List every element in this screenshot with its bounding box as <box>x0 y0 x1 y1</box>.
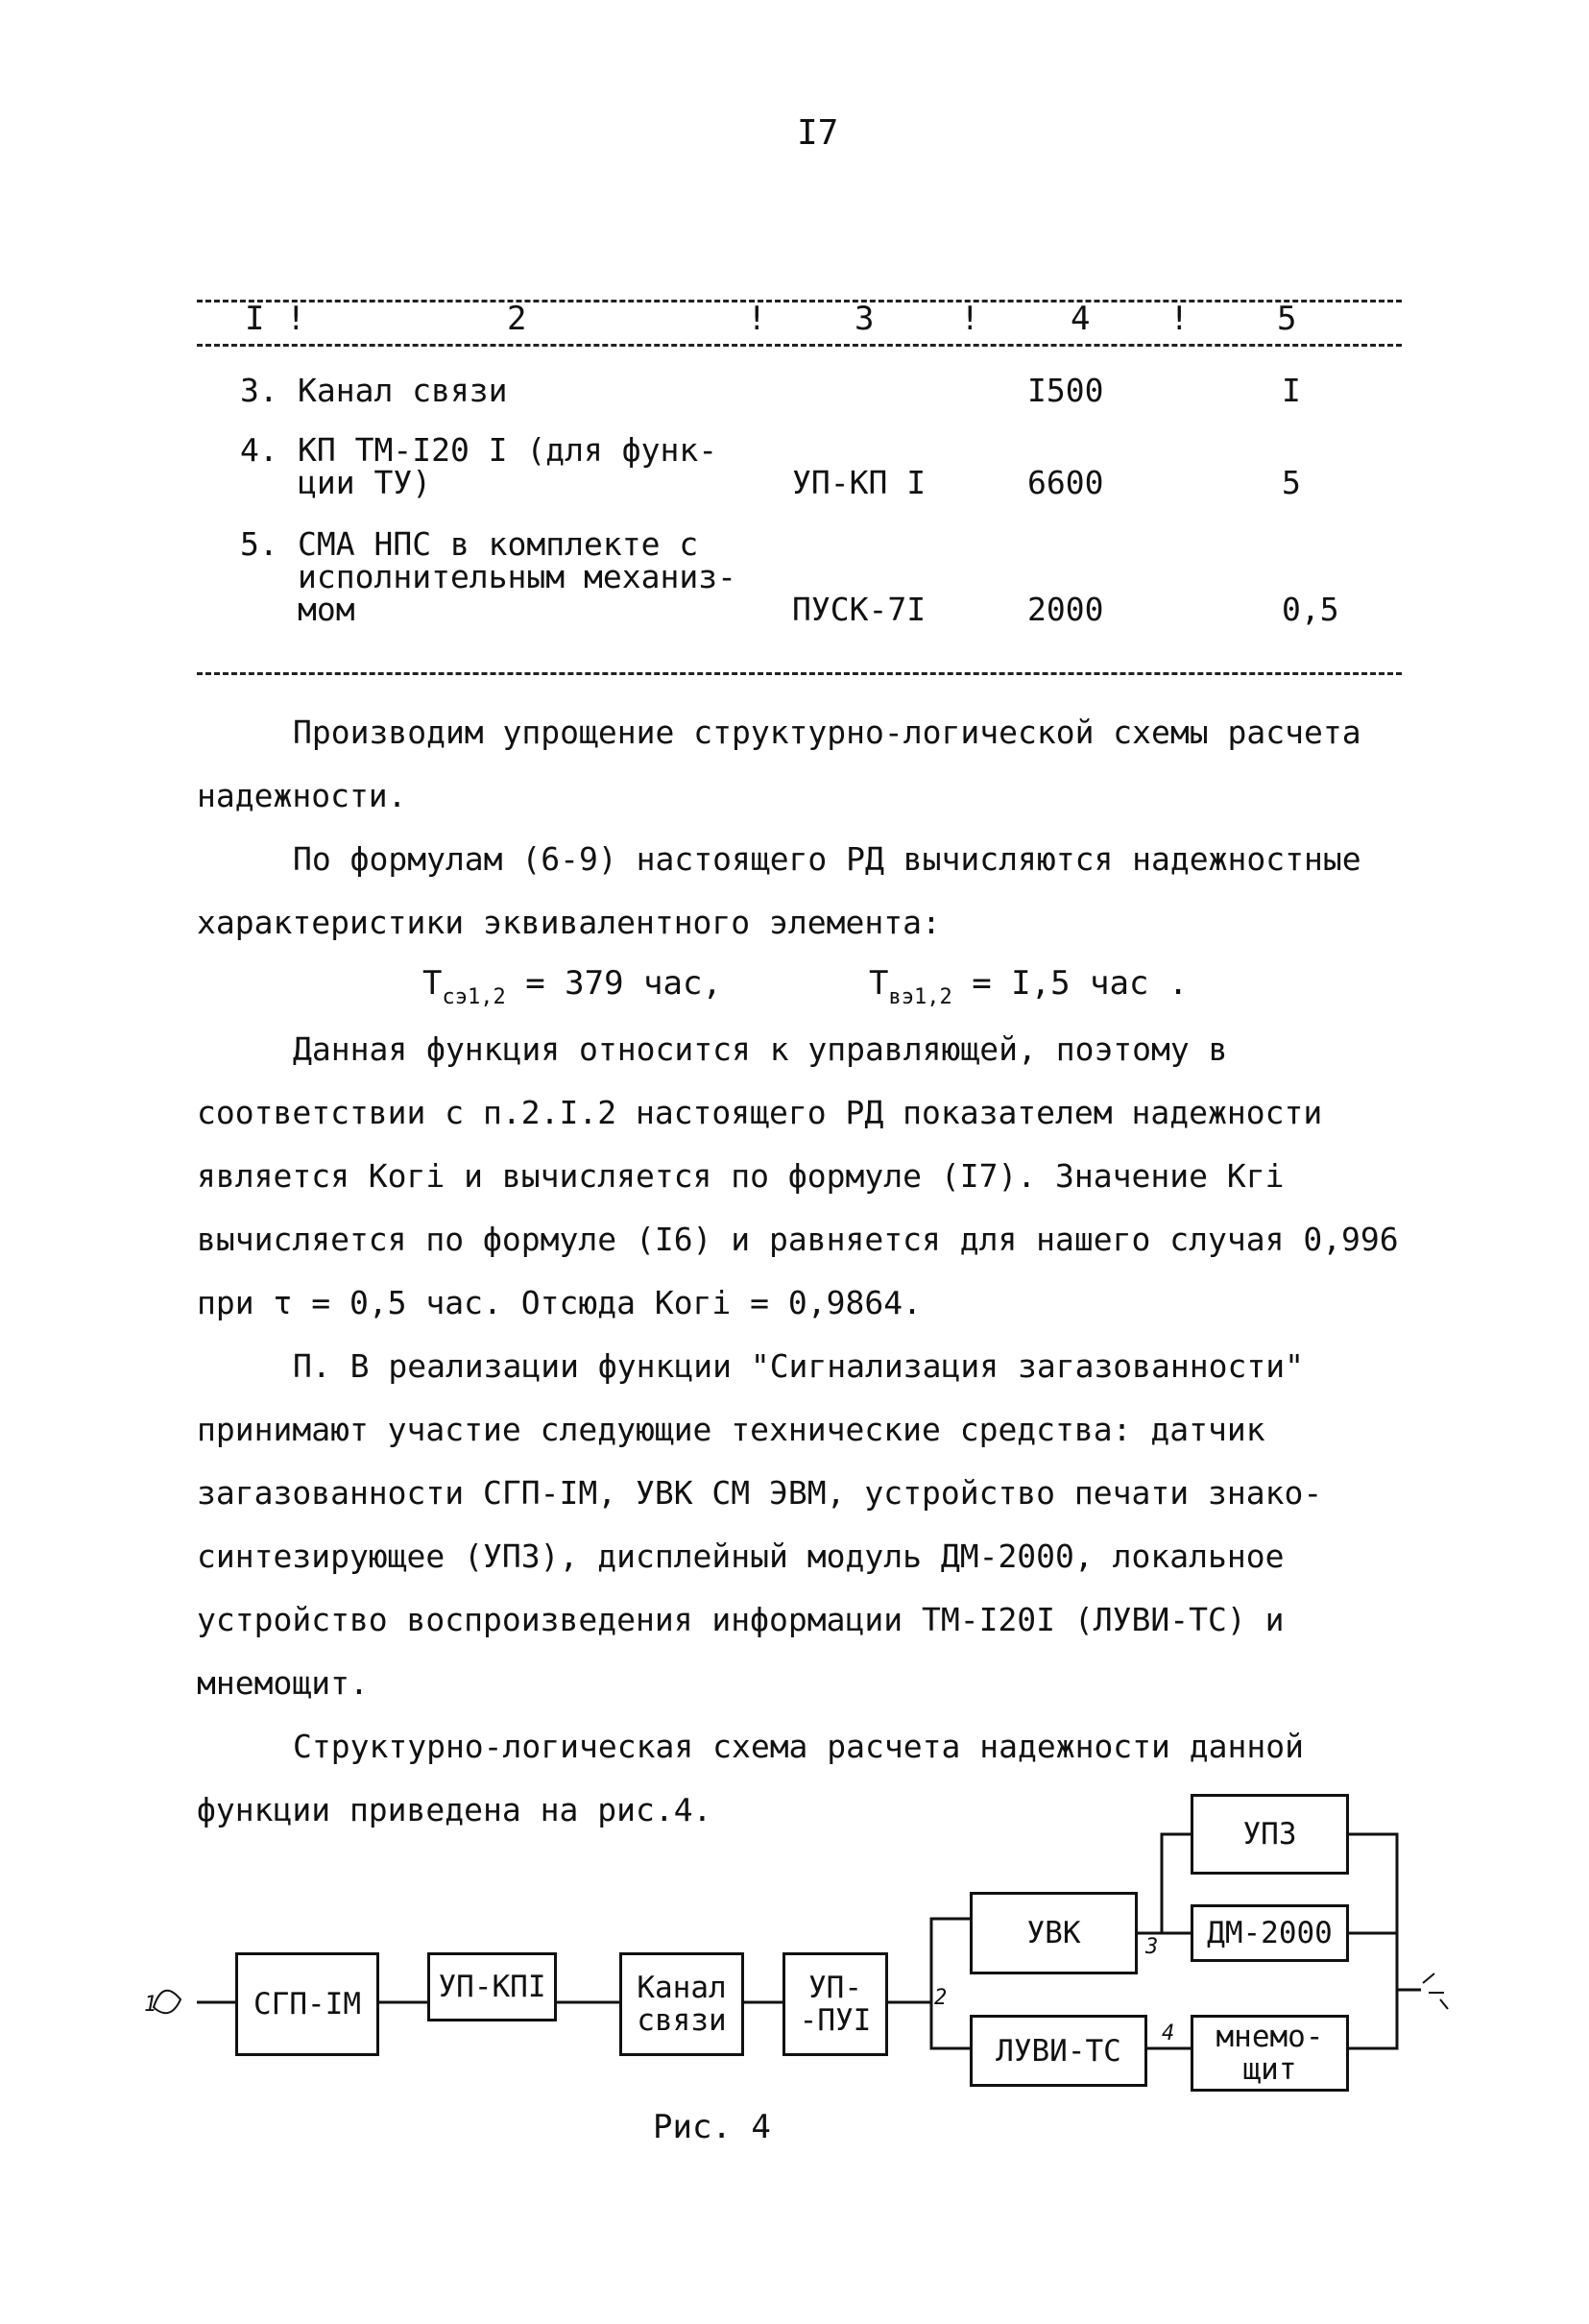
row-number: 3. <box>240 372 278 409</box>
row-name-line: исполнительным механиз- <box>298 558 736 595</box>
row-value: I500 <box>1027 372 1104 409</box>
formula-tv: $T_{вэ1,2} = I,5$ час . <box>869 964 1189 1009</box>
paragraph: Данная функция относится к управляющей, поэтому в соответствии с п.2.I.2 настоящего РД показателем надежности является Kогi и вычисляется по формуле (I7). Значение Kгi вычисляется по формуле (I6) и равняется для нашего случая 0,996 при τ = 0,5 час. Отсюда Kогi = 0,9864. <box>197 1030 1399 1321</box>
block-dm2000: ДМ-2000 <box>1191 1904 1349 1962</box>
table-header-cell: 2 <box>507 300 527 338</box>
block-upz: УПЗ <box>1191 1794 1349 1875</box>
paragraph: По формулам (6-9) настоящего РД вычисляются надежностные характеристики эквивалентного элемента: <box>197 840 1361 941</box>
row-name-line: Канал связи <box>298 372 508 409</box>
row-count: I <box>1282 372 1301 409</box>
row-name-line: КП ТМ-I20 I (для функ- <box>298 431 718 469</box>
page-number: I7 <box>797 113 839 153</box>
block-uppui: УП- -ПУI <box>782 1952 888 2056</box>
formula-tc: $T_{сэ1,2} = 379$ час, <box>422 964 722 1009</box>
row-value: 2000 <box>1027 591 1104 628</box>
block-uvk: УВК <box>970 1892 1138 1974</box>
row-number: 4. <box>240 431 278 469</box>
node-label-2: 2 <box>934 1986 948 2010</box>
block-channel: Канал связи <box>619 1952 744 2056</box>
figure-caption: Рис. 4 <box>653 2108 771 2146</box>
row-name-line: мом <box>298 591 355 628</box>
block-luvi: ЛУВИ-ТС <box>970 2015 1147 2087</box>
block-sgp: СГП-IМ <box>235 1952 379 2056</box>
row-type: УП-КП I <box>792 464 927 501</box>
node-label-3: 3 <box>1145 1935 1159 1959</box>
row-count: 5 <box>1282 464 1301 501</box>
row-count: 0,5 <box>1282 591 1339 628</box>
block-upkpi: УП-КПI <box>427 1952 557 2021</box>
row-number: 5. <box>240 525 278 563</box>
table-header-cell: 5 <box>1277 300 1297 338</box>
row-value: 6600 <box>1027 464 1104 501</box>
table-header-cell: 3 <box>855 300 875 338</box>
block-mnemo: мнемо- щит <box>1191 2015 1349 2092</box>
row-name-line: ции ТУ) <box>298 464 432 501</box>
table-header-cell: 4 <box>1071 300 1091 338</box>
paragraph: Структурно-логическая схема расчета надежности данной функции приведена на рис.4. <box>197 1728 1304 1828</box>
paragraph: Производим упрощение структурно-логической схемы расчета надежности. <box>197 714 1361 814</box>
paragraph: П. В реализации функции "Сигнализация загазованности" принимают участие следующие технические средства: датчик загазованности СГП-IМ, УВК СМ ЭВМ, устройство печати знако-синтезирующее (УПЗ), дисплейный модуль ДМ-2000, локальное устройство воспроизведения информации ТМ-I20I (ЛУВИ-ТС) и мнемощит. <box>197 1347 1323 1702</box>
row-type: ПУСК-7I <box>792 591 927 628</box>
node-label-4: 4 <box>1162 2021 1175 2046</box>
diagram-start-label: 1 <box>144 1993 157 2017</box>
table-header-cell: I <box>245 300 265 338</box>
row-name-line: СМА НПС в комплекте с <box>298 525 699 563</box>
